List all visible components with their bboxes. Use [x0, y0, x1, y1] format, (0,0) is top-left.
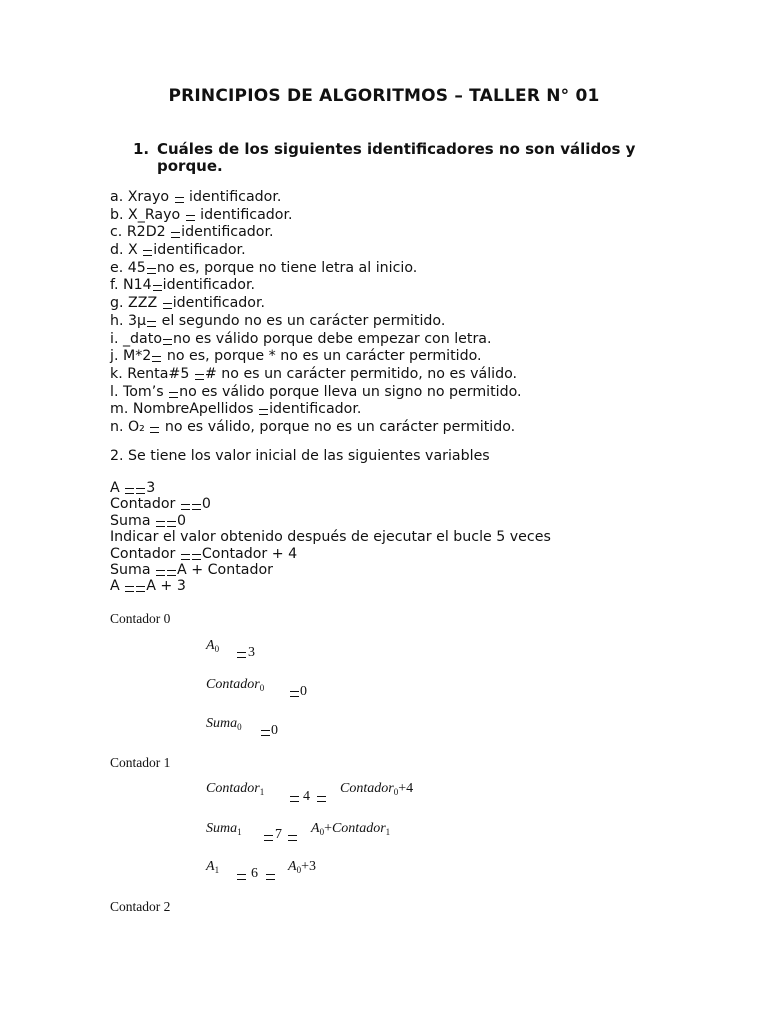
c0-a-value: 3 — [248, 645, 255, 660]
assign-symbol — [136, 488, 145, 494]
assign-symbol — [317, 796, 326, 802]
list-item: f. N14 identificador. — [110, 277, 255, 294]
assign-symbol — [266, 874, 275, 880]
loop-row: Suma A + Contador — [110, 561, 273, 578]
assign-symbol — [147, 321, 156, 327]
assign-symbol — [156, 570, 165, 576]
assign-symbol — [175, 197, 184, 203]
assign-symbol — [136, 586, 145, 592]
assign-symbol — [152, 356, 161, 362]
variable-row: A 3 — [110, 480, 156, 496]
list-item: g. ZZZ identificador. — [110, 295, 266, 312]
list-item: c. R2D2 identificador. — [110, 224, 274, 241]
variable-row: Suma 0 — [110, 512, 187, 529]
assign-symbol — [261, 730, 270, 736]
assign-symbol — [259, 409, 268, 415]
list-item: a. Xrayo identificador. — [110, 189, 282, 205]
list-item: b. X_Rayo identificador. — [110, 206, 293, 223]
assign-symbol — [169, 392, 178, 398]
loop-row: A A + 3 — [110, 578, 186, 595]
assign-symbol — [181, 504, 190, 510]
assign-symbol — [163, 339, 172, 345]
c1-contador-value: 4 — [303, 789, 310, 804]
question-1 — [133, 141, 653, 175]
variables-block — [110, 480, 551, 595]
assign-symbol — [264, 835, 273, 841]
list-item: m. NombreApellidos identificador. — [110, 401, 362, 418]
c0-suma-value: 0 — [271, 723, 278, 738]
list-item: n. O₂ no es válido, porque no es un carácter permitido. — [110, 418, 516, 435]
c1-a-expression: $A_0+3$ — [288, 859, 316, 875]
list-item: i. _dato no es válido porque debe empezar con letra. — [110, 330, 492, 347]
list-item: h. 3µ el segundo no es un carácter permitido. — [110, 312, 446, 329]
assign-symbol — [237, 874, 246, 880]
list-item: k. Renta#5 # no es un carácter permitido, no es válido. — [110, 365, 518, 382]
identifier-list — [110, 189, 522, 437]
list-item: e. 45 no es, porque no tiene letra al inicio. — [110, 259, 418, 276]
question-2: 2. Se tiene los valor inicial de las siguientes variables — [110, 448, 490, 464]
assign-symbol — [186, 215, 195, 221]
assign-symbol — [181, 554, 190, 560]
section-contador-1: Contador 1 — [110, 755, 171, 770]
section-contador-0: Contador 0 — [110, 611, 171, 626]
c0-contador-label: Contador$_0$ — [206, 677, 265, 693]
assign-symbol — [290, 796, 299, 802]
list-item: d. X identificador. — [110, 242, 246, 259]
c0-a-label: $A_0$ — [206, 638, 220, 654]
assign-symbol — [195, 374, 204, 380]
c1-suma-label: Suma$_1$ — [206, 821, 242, 837]
assign-symbol — [167, 521, 176, 527]
assign-symbol — [192, 504, 201, 510]
assign-symbol — [167, 570, 176, 576]
assign-symbol — [125, 586, 134, 592]
document-title: PRINCIPIOS DE ALGORITMOS – TALLER N° 01 — [168, 86, 600, 106]
c1-suma-value: 7 — [275, 827, 282, 842]
question-1-text: Cuáles de los siguientes identificadores no son válidos y porque. — [157, 140, 636, 175]
assign-symbol — [171, 232, 180, 238]
c1-suma-expression: $A_0+Contador_1$ — [311, 821, 391, 837]
c1-contador-label: Contador$_1$ — [206, 781, 265, 797]
c0-suma-label: Suma$_0$ — [206, 716, 242, 732]
loop-row: Contador Contador + 4 — [110, 545, 298, 562]
assign-symbol — [163, 303, 172, 309]
assign-symbol — [147, 268, 156, 274]
c1-contador-expression: Contador$_0$+4 — [340, 781, 414, 797]
assign-symbol — [125, 488, 134, 494]
c1-a-value: 6 — [251, 866, 258, 881]
list-item: l. Tom’s no es válido porque lleva un signo no permitido. — [110, 383, 522, 400]
assign-symbol — [143, 250, 152, 256]
section-contador-2: Contador 2 — [110, 899, 171, 914]
assign-symbol — [192, 554, 201, 560]
assign-symbol — [156, 521, 165, 527]
instruction-text: Indicar el valor obtenido después de ejecutar el bucle 5 veces — [110, 529, 551, 546]
variable-row: Contador 0 — [110, 496, 211, 513]
assign-symbol — [150, 427, 159, 433]
c1-a-label: $A_1$ — [206, 859, 220, 875]
c0-contador-value: 0 — [300, 684, 307, 699]
assign-symbol — [290, 691, 299, 697]
question-1-number: 1. — [133, 140, 150, 158]
assign-symbol — [237, 652, 246, 658]
assign-symbol — [288, 835, 297, 841]
assign-symbol — [153, 285, 162, 291]
list-item: j. M*2 no es, porque * no es un carácter permitido. — [110, 348, 482, 365]
